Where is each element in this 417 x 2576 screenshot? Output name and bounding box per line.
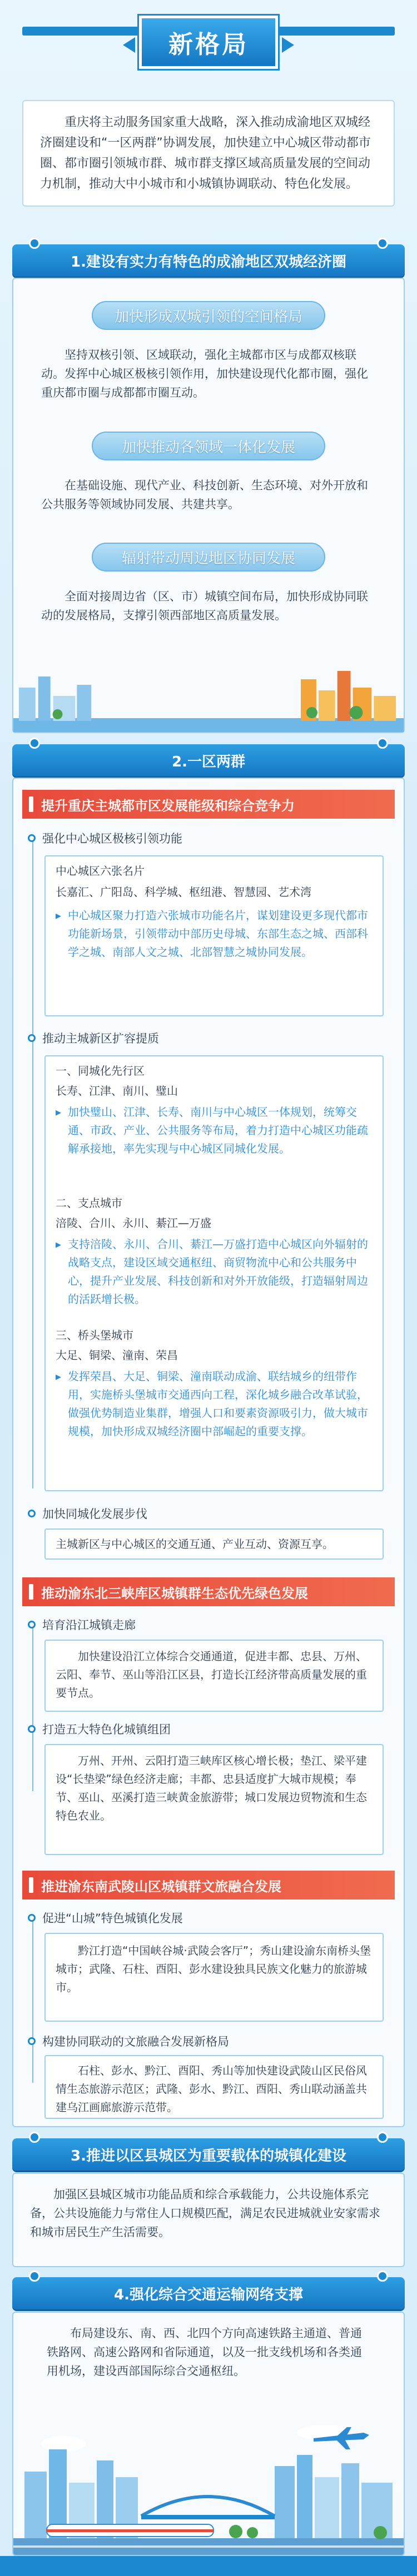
bullet-2 bbox=[28, 1030, 159, 1046]
bullet-label: 推动主城新区扩容提质 bbox=[42, 1032, 159, 1045]
section-4-title: 4.强化综合交通运输网络支撑 bbox=[114, 2286, 303, 2303]
timeline-line bbox=[32, 1625, 33, 1791]
box-line: 长嘉汇、广阳岛、科学城、枢纽港、智慧园、艺术湾 bbox=[56, 885, 311, 899]
bullet-circle-icon bbox=[28, 834, 36, 842]
subsection-1-title-bar bbox=[22, 790, 395, 819]
check-icon: ▸ bbox=[56, 1105, 62, 1119]
bottom-bar bbox=[0, 2556, 417, 2576]
section-1-header bbox=[12, 244, 405, 277]
header bbox=[0, 0, 417, 97]
bullet-5 bbox=[28, 1721, 171, 1737]
bullet-circle-icon bbox=[28, 1725, 36, 1733]
bullet-7 bbox=[28, 2033, 229, 2049]
section-3-text: 加强区县城区城市功能品质和综合承载能力，公共设施体系完备，公共设施能力与常住人口规模匹配，满足农民进城就业安家需求和城市居民生产生活需要。 bbox=[30, 2188, 380, 2239]
bullet-circle-icon bbox=[28, 1621, 36, 1628]
subsection-1-title: 提升重庆主城都市区发展能级和综合竞争力 bbox=[41, 798, 295, 814]
timeline-line bbox=[32, 1916, 33, 2083]
group-text-content: 支持涪陵、永川、合川、綦江—万盛打造中心城区向外辐射的战略支点，建设区域交通枢纽、商贸物流中心和公共服务中心，提升产业发展、科技创新和对外开放能级，打造辐射周边的活跃增长极。 bbox=[68, 1237, 368, 1306]
bullet-label: 强化中心城区极核引领功能 bbox=[42, 832, 182, 845]
timeline-line bbox=[32, 839, 33, 1489]
pill-label: 加快形成双城引领的空间格局 bbox=[115, 308, 303, 325]
section-1-pill-2 bbox=[92, 432, 325, 460]
section-4-text: 布局建设东、南、西、北四个方向高速铁路主通道、普通铁路网、高速公路网和省际通道，以及一批支线机场和各类通用机场，建设西部国际综合交通枢纽。 bbox=[47, 2327, 362, 2378]
section-3-panel bbox=[12, 2173, 405, 2267]
bullet-circle-icon bbox=[28, 1510, 36, 1517]
group-text-content: 加快璧山、江津、长寿、南川与中心城区一体规划，统筹交通、市政、产业、公共服务等布局，着力打造中心城区功能疏解承接地，率先实现与中心城区同城化发展。 bbox=[68, 1105, 368, 1155]
river-box bbox=[44, 1640, 384, 1712]
section-3-title: 3.推进以区县城区为重要载体的城镇化建设 bbox=[71, 2147, 346, 2164]
train-icon bbox=[47, 2524, 214, 2537]
city-skyline-illustration bbox=[13, 665, 404, 732]
bullet-4 bbox=[28, 1616, 136, 1633]
section-1-text-3: 全面对接周边省（区、市）城镇空间布局，加快形成协同联动的发展格局，支撑引领西部地区高质量发展。 bbox=[41, 590, 368, 622]
central-city-box bbox=[44, 855, 384, 1016]
bullet-1 bbox=[28, 830, 182, 846]
group-1-text bbox=[56, 1103, 373, 1158]
group-3-title: 三、桥头堡城市 bbox=[56, 1329, 133, 1342]
section-4-header bbox=[12, 2277, 405, 2309]
pill-label: 辐射带动周边地区协同发展 bbox=[121, 550, 295, 567]
check-icon: ▸ bbox=[56, 1237, 62, 1251]
box-title: 中心城区六张名片 bbox=[56, 864, 145, 878]
box-text-content: 中心城区聚力打造六张城市功能名片，谋划建设更多现代都市功能新场景，引领带动中部历史母城、东部生态之城、西部科学之城、南部人文之城、北部智慧之城协同发展。 bbox=[68, 909, 368, 959]
bullet-circle-icon bbox=[28, 2037, 36, 2045]
group-1-names: 长寿、江津、南川、璧山 bbox=[56, 1084, 178, 1097]
group-3-names: 大足、铜梁、潼南、荣昌 bbox=[56, 1349, 178, 1362]
group-2-title: 二、支点城市 bbox=[56, 1196, 122, 1210]
section-1-text-2: 在基础设施、现代产业、科技创新、生态环境、对外开放和公共服务等领域协同发展、共建共享。 bbox=[41, 479, 368, 511]
section-2-header bbox=[12, 744, 405, 776]
culture-tourism-text: 石柱、彭水、黔江、酉阳、秀山等加快建设武陵山区民俗风情生态旅游示范区；武隆、彭水、黔江、酉阳、秀山联动涵盖共建乌江画廊旅游示范带。 bbox=[56, 2064, 367, 2114]
box-text bbox=[56, 906, 373, 961]
section-2-title: 2.一区两群 bbox=[172, 753, 245, 770]
bullet-circle-icon bbox=[28, 1034, 36, 1042]
section-1-pill-3 bbox=[92, 543, 325, 572]
subsection-2-title-bar bbox=[22, 1577, 395, 1606]
bullet-label: 加快同城化发展步伐 bbox=[42, 1507, 147, 1521]
river-text: 加快建设沿江立体综合交通通道，促进丰都、忠县、万州、云阳、奉节、巫山等沿江区县，打造长江经济带高质量发展的重要节点。 bbox=[56, 1650, 367, 1700]
mountain-city-box bbox=[44, 1933, 384, 2022]
group-1-title: 一、同城化先行区 bbox=[56, 1064, 145, 1077]
section-1-title: 1.建设有实力有特色的成渝地区双城经济圈 bbox=[71, 253, 346, 270]
intro-text: 重庆将主动服务国家重大战略，深入推动成渝地区双城经济圈建设和“一区两群”协调发展，加快建立中心城区带动都市圈、都市圈引领城市群、城市群支撑区域高质量发展的空间动力机制，推动大中小城市和小城镇协调联动、特色化发展。 bbox=[22, 100, 395, 207]
section-3-header bbox=[12, 2138, 405, 2171]
pill-label: 加快推动各领域一体化发展 bbox=[121, 439, 295, 456]
group-2-names: 涪陵、合川、永川、綦江—万盛 bbox=[56, 1216, 211, 1230]
mountain-city-text: 黔江打造“中国峡谷城·武陵会客厅”；秀山建设渝东南桥头堡城市；武隆、石柱、酉阳、彭水建设独具民族文化魅力的旅游城市。 bbox=[56, 1944, 371, 1994]
subsection-3-title-bar bbox=[22, 1871, 395, 1900]
title-box bbox=[139, 16, 278, 69]
new-city-box bbox=[44, 1055, 384, 1491]
bullet-circle-icon bbox=[28, 1914, 36, 1922]
sync-box bbox=[44, 1528, 384, 1560]
bullet-label: 促进“山城”特色城镇化发展 bbox=[42, 1912, 183, 1925]
group-3-text bbox=[56, 1367, 373, 1441]
cluster-box bbox=[44, 1744, 384, 1855]
check-icon: ▸ bbox=[56, 1370, 62, 1383]
bullet-label: 打造五大特色化城镇组团 bbox=[42, 1723, 171, 1736]
section-1-pill-1 bbox=[92, 301, 325, 330]
group-2-text bbox=[56, 1235, 373, 1309]
bullet-label: 培育沿江城镇走廊 bbox=[42, 1618, 136, 1632]
transport-illustration bbox=[13, 2410, 404, 2555]
subsection-3-title: 推进渝东南武陵山区城镇群文旅融合发展 bbox=[41, 1878, 281, 1895]
check-icon: ▸ bbox=[56, 909, 62, 922]
bullet-6 bbox=[28, 1910, 183, 1926]
page-title: 新格局 bbox=[168, 31, 249, 59]
sync-text: 主城新区与中心城区的交通互通、产业互动、资源互享。 bbox=[56, 1537, 334, 1551]
section-1-text-1: 坚持双核引领、区域联动，强化主城都市区与成都双核联动。发挥中心城区极核引领作用，加快建设现代化都市圈，强化重庆都市圈与成都都市圈互动。 bbox=[41, 348, 368, 399]
cluster-text: 万州、开州、云阳打造三峡库区核心增长极；垫江、梁平建设“长垫梁”绿色经济走廊；丰都、忠县适度扩大城市规模；奉节、巫山、巫溪打造三峡黄金旅游带；城口发展边贸物流和生态特色农业。 bbox=[56, 1754, 367, 1822]
section-4-panel bbox=[12, 2312, 405, 2556]
bullet-label: 构建协同联动的文旅融合发展新格局 bbox=[42, 2035, 229, 2048]
group-text-content: 发挥荣昌、大足、铜梁、潼南联动成渝、联结城乡的纽带作用，实施桥头堡城市交通西向工程，深化城乡融合改革试验，做强优势制造业集群，增强人口和要素资源吸引力，做大城市规模，加快形成双城经济圈中部崛起的重要支撑。 bbox=[68, 1370, 368, 1438]
subsection-2-title: 推动渝东北三峡库区城镇群生态优先绿色发展 bbox=[41, 1585, 308, 1601]
culture-tourism-box bbox=[44, 2055, 384, 2119]
section-1-panel bbox=[12, 278, 405, 733]
bullet-3 bbox=[28, 1505, 147, 1522]
